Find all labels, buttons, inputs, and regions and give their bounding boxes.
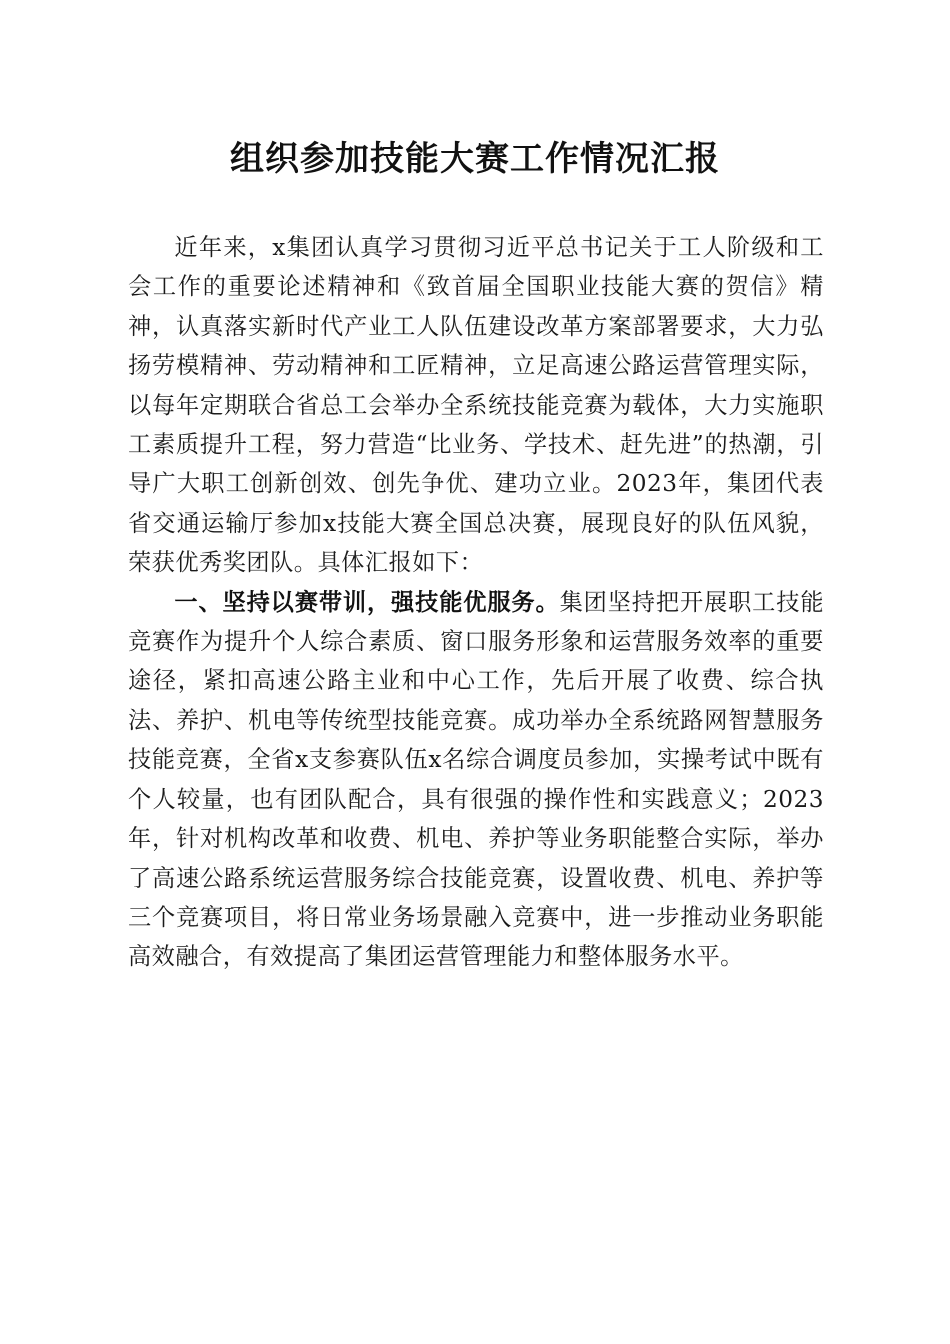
- document-title: 组织参加技能大赛工作情况汇报: [230, 139, 720, 179]
- section-1-body: 集团坚持把开展职工技能竞赛作为提升个人综合素质、窗口服务形象和运营服务效率的重要途径，紧扣高速公路主业和中心工作，先后开展了收费、综合执法、养护、机电等传统型技能竞赛。成功举办全系统路网智慧服务技能竞赛，全省x支参赛队伍x名综合调度员参加，实操考试中既有个人较量，也有团队配合，具有很强的操作性和实践意义；2023年，针对机构改革和收费、机电、养护等业务职能整合实际，举办了高速公路系统运营服务综合技能竞赛，设置收费、机电、养护等三个竞赛项目，将日常业务场景融入竞赛中，进一步推动业务职能高效融合，有效提高了集团运营管理能力和整体服务水平。: [128, 588, 825, 971]
- intro-paragraph: 近年来，x集团认真学习贯彻习近平总书记关于工人阶级和工会工作的重要论述精神和《致首届全国职业技能大赛的贺信》精神，认真落实新时代产业工人队伍建设改革方案部署要求，大力弘扬劳模精神、劳动精神和工匠精神，立足高速公路运营管理实际，以每年定期联合省总工会举办全系统技能竞赛为载体，大力实施职工素质提升工程，努力营造“比业务、学技术、赶先进”的热潮，引导广大职工创新创效、创先争优、建功立业。2023年，集团代表省交通运输厅参加x技能大赛全国总决赛，展现良好的队伍风貌，荣获优秀奖团队。具体汇报如下：: [128, 234, 824, 577]
- section-1-paragraph: [128, 583, 824, 977]
- section-1-heading: 一、坚持以赛带训，强技能优服务。: [174, 588, 560, 616]
- document-body: [128, 228, 824, 977]
